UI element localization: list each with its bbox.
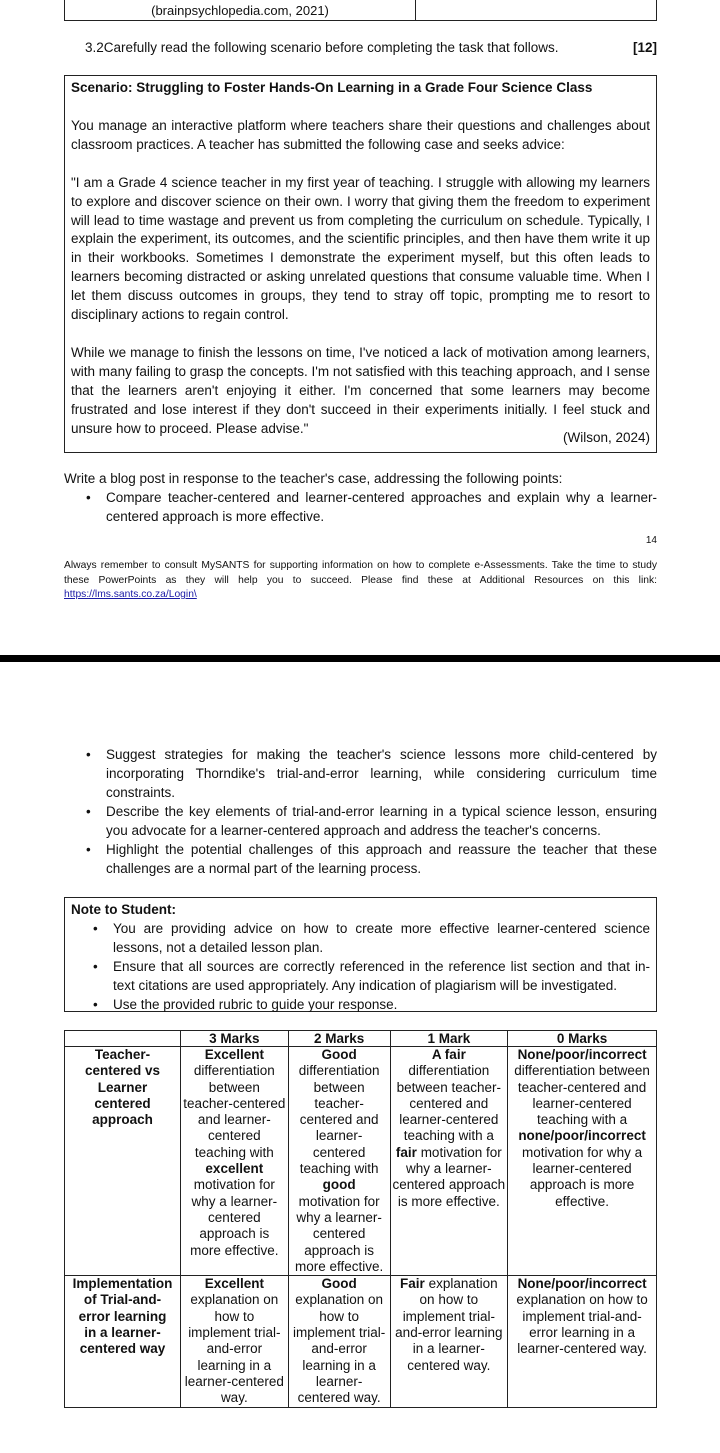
rubric-header-row <box>65 1031 657 1047</box>
list-item: • You are providing advice on how to create more effective learner-centered science lessons, not a detailed lesson plan. <box>113 919 650 957</box>
rubric-desc: explanation on how to implement trial-and-error learning in a learner-centered way. <box>184 1292 284 1406</box>
table-divider <box>415 0 416 20</box>
blog-instruction: Write a blog post in response to the teacher's case, addressing the following points: <box>64 471 563 486</box>
rubric-key: good <box>322 1177 356 1193</box>
rubric-desc: differentiation between teacher-centered and learner-centered teaching with <box>298 1063 380 1177</box>
scenario-citation: (Wilson, 2024) <box>562 430 650 446</box>
blog-instructions <box>64 469 657 526</box>
rubric-table <box>64 1030 657 1408</box>
scenario-intro: You manage an interactive platform where teachers share their questions and challenges about classroom practices. A teacher has submitted the following case and seeks advice: <box>71 117 650 152</box>
table-row <box>65 1276 657 1407</box>
rubric-desc: differentiation between teacher-centered and learner-centered teaching with <box>183 1063 286 1160</box>
question-heading <box>85 40 657 55</box>
rubric-cell <box>180 1276 288 1407</box>
question-number: 3.2 <box>85 40 104 55</box>
list-item: • Use the provided rubric to guide your response. <box>113 995 650 1014</box>
rubric-level: Good <box>321 1047 357 1062</box>
list-item: • Suggest strategies for making the teacher's science lessons more child-centered by incorporating Thorndike's trial-and-error learning, while considering curriculum time constraints. <box>106 745 657 802</box>
rubric-header: 3 Marks <box>180 1031 288 1047</box>
question-marks: [12] <box>632 40 657 55</box>
rubric-header: 0 Marks <box>508 1031 657 1047</box>
rubric-cell <box>390 1276 508 1407</box>
rubric-cell <box>288 1047 390 1276</box>
rubric-desc: motivation for why a learner-centered approach is more effective. <box>392 1144 506 1209</box>
rubric-desc: motivation for why a learner-centered approach is more effective. <box>294 1193 384 1274</box>
rubric-cell <box>508 1047 657 1276</box>
table-row <box>65 1047 657 1276</box>
previous-table-bottom <box>64 0 657 21</box>
list-item: • Describe the key elements of trial-and-error learning in a typical science lesson, ensuring you advocate for a learner-centered approach and address the teacher's concerns. <box>106 802 657 840</box>
rubric-desc: differentiation between teacher-centered and learner-centered teaching with a <box>396 1063 501 1144</box>
rubric-desc: motivation for why a learner-centered approach is more effective. <box>190 1177 279 1258</box>
rubric-cell <box>390 1047 508 1276</box>
footer-text: Always remember to consult MySANTS for supporting information on how to complete e-Assessments. Take the time to study these PowerPoints as they will help you to succeed. Please find these at Additional Resources on this link: <box>64 560 657 586</box>
rubric-header: 1 Mark <box>390 1031 508 1047</box>
rubric-level: Excellent <box>204 1047 264 1062</box>
continued-bullets <box>64 745 657 878</box>
rubric-level: Excellent <box>204 1276 264 1292</box>
rubric-level: Fair <box>400 1276 425 1292</box>
page-break-rule <box>0 655 720 662</box>
rubric-criterion: Teacher-centered vs Learner centered approach <box>65 1047 181 1276</box>
rubric-desc: explanation on how to implement trial-and-error learning in a learner-centered way. <box>395 1276 503 1373</box>
rubric-key: none/poor/incorrect <box>518 1128 646 1144</box>
footer-note <box>64 559 657 603</box>
mysants-link[interactable]: https://lms.sants.co.za/Login\ <box>64 589 197 600</box>
rubric-level: None/poor/incorrect <box>517 1276 647 1292</box>
rubric-header <box>65 1031 181 1047</box>
scenario-title: Scenario: Struggling to Foster Hands-On Learning in a Grade Four Science Class <box>71 80 593 95</box>
note-to-student-box <box>64 897 657 1012</box>
scenario-paragraph-1: "I am a Grade 4 science teacher in my first year of teaching. I struggle with allowing my learners to explore and discover science on their own. I worry that giving them the freedom to experiment will lead to time wastage and prevent us from completing the curriculum on schedule. Typically, I explain the experiment, its outcomes, and the scientific principles, and then have them write it up in their workbooks. Sometimes I demonstrate the experiment myself, but this often leads to learners becoming distracted or asking unrelated questions that consume valuable time. When I let them discuss outcomes in groups, they tend to stray off topic, prompting me to resort to disciplinary actions to regain control. <box>71 174 650 323</box>
rubric-desc: explanation on how to implement trial-and-error learning in a learner-centered way. <box>292 1292 386 1406</box>
rubric-desc: motivation for why a learner-centered approach is more effective. <box>522 1144 643 1209</box>
rubric-cell <box>180 1047 288 1276</box>
rubric-header: 2 Marks <box>288 1031 390 1047</box>
rubric-key: fair <box>395 1144 417 1160</box>
rubric-key: excellent <box>205 1161 264 1177</box>
page-number: 14 <box>645 535 657 546</box>
question-text: Carefully read the following scenario before completing the task that follows. <box>103 40 559 55</box>
blog-bullets <box>64 488 657 526</box>
list-item: • Ensure that all sources are correctly referenced in the reference list section and that in-text citations are used appropriately. Any indication of plagiarism will be investigated. <box>113 957 650 995</box>
rubric-cell <box>288 1276 390 1407</box>
scenario-paragraph-2: While we manage to finish the lessons on time, I've noticed a lack of motivation among learners, with many failing to grasp the concepts. I'm not satisfied with this teaching approach, and I sense that the learners aren't enjoying it either. I'm concerned that some learners may become frustrated and lose interest if they don't succeed in their experiments initially. I feel stuck and unsure how to proceed. Please advise." <box>71 344 650 436</box>
note-title: Note to Student: <box>71 902 176 917</box>
list-item: • Compare teacher-centered and learner-centered approaches and explain why a learner-centered approach is more effective. <box>106 488 657 526</box>
rubric-level: A fair <box>431 1047 466 1062</box>
rubric-level: None/poor/incorrect <box>517 1047 647 1062</box>
top-citation: (brainpsychlopedia.com, 2021) <box>151 3 329 18</box>
scenario-box <box>64 75 657 453</box>
rubric-desc: explanation on how to implement trial-and-error learning in a learner-centered way. <box>516 1292 648 1357</box>
rubric-cell <box>508 1276 657 1407</box>
rubric-criterion: Implementation of Trial-and-error learning in a learner-centered way <box>65 1276 181 1407</box>
rubric-desc: differentiation between teacher-centered and learner-centered teaching with a <box>514 1063 650 1128</box>
list-item: • Highlight the potential challenges of this approach and reassure the teacher that these challenges are a normal part of the learning process. <box>106 840 657 878</box>
rubric-level: Good <box>321 1276 357 1292</box>
